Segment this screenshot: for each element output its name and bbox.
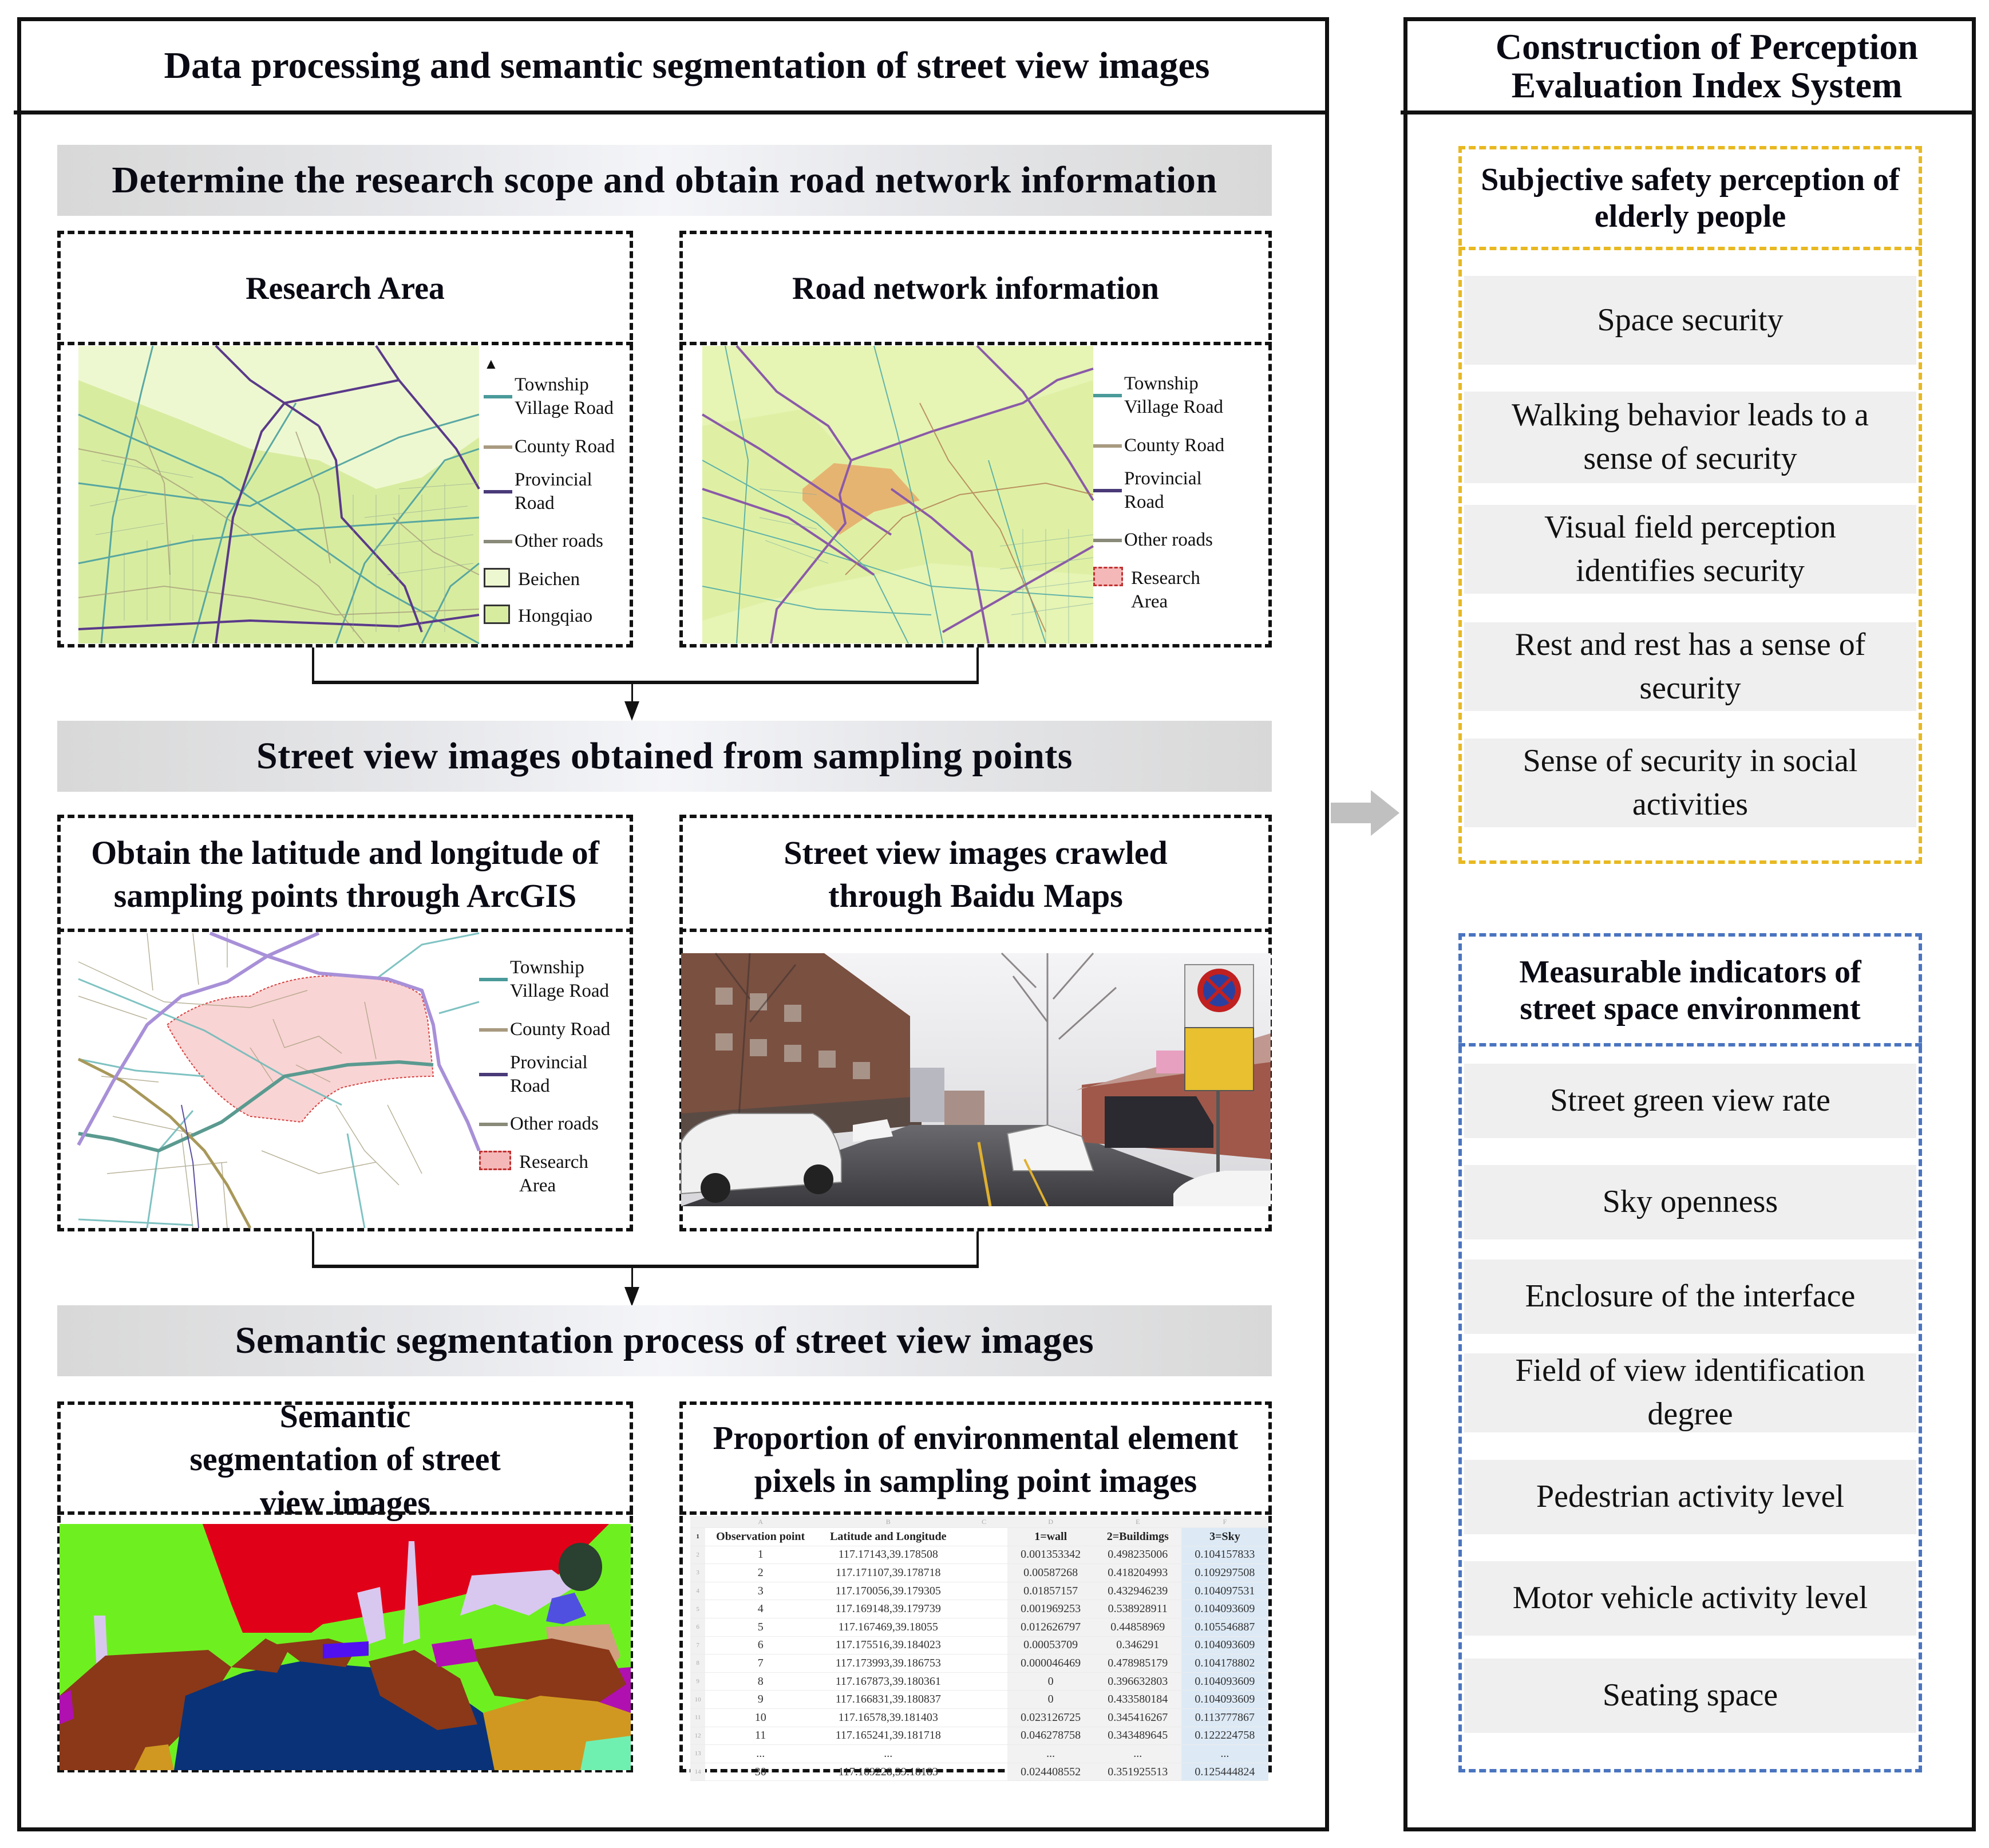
legend-line-icon (484, 395, 512, 398)
table-cell (961, 1582, 1007, 1600)
section-heading-research-scope: Determine the research scope and obtain road network information (57, 145, 1272, 216)
legend-swatch-icon (479, 1151, 511, 1170)
legend-item-township: Township Village Road (1093, 372, 1239, 420)
column-letter: E (1094, 1516, 1181, 1528)
legend-line-icon (1093, 444, 1122, 448)
table-cell: 0.396632803 (1094, 1672, 1181, 1691)
proportion-table (690, 1516, 1268, 1781)
table-cell: 4 (705, 1600, 816, 1618)
table-cell: 2 (705, 1564, 816, 1582)
proportion-title: Proportion of environmental element pixels in sampling point images (713, 1419, 1239, 1499)
table-cell: 117.166831,39.180837 (816, 1691, 961, 1709)
table-row (690, 1654, 1268, 1673)
legend-line-icon (479, 1073, 508, 1076)
table-row (690, 1745, 1268, 1763)
table-cell: 117.169148,39.179739 (816, 1600, 961, 1618)
box-divider (57, 929, 633, 932)
flow-arrow-icon (1331, 790, 1401, 836)
table-cell (961, 1600, 1007, 1618)
connector-line (312, 1265, 979, 1268)
row-number: 10 (690, 1691, 705, 1709)
column-letter: D (1007, 1516, 1094, 1528)
legend-item-provincial: Provincial Road (1093, 467, 1204, 515)
road-network-map-image (702, 346, 1093, 643)
subjective-safety-title: Subjective safety perception of elderly people (1481, 161, 1900, 234)
table-cell (961, 1654, 1007, 1673)
table-row (690, 1600, 1268, 1618)
group-divider (1458, 1043, 1922, 1047)
table-cell: 0.024408552 (1007, 1763, 1094, 1781)
table-cell: 8 (705, 1672, 816, 1691)
table-header-cell: 1=wall (1007, 1528, 1094, 1546)
table-row (690, 1582, 1268, 1600)
legend-item-provincial: Provincial Road (479, 1051, 590, 1099)
street-view-photo-image (681, 953, 1271, 1206)
table-cell: 5 (705, 1618, 816, 1636)
table-row (690, 1727, 1268, 1745)
table-cell: ... (1007, 1745, 1094, 1763)
legend-item-township: Township Village Road (484, 373, 629, 421)
box-divider (679, 929, 1272, 932)
legend-item-county: County Road (1093, 434, 1224, 457)
arrow-down-icon (624, 701, 639, 721)
table-header-cell: 2=Buildimgs (1094, 1528, 1181, 1546)
legend-line-icon (484, 445, 512, 449)
table-cell: 0.343489645 (1094, 1727, 1181, 1745)
segmentation-mask-image (60, 1524, 631, 1770)
indicator-walking-behavior: Walking behavior leads to a sense of security (1464, 392, 1916, 483)
row-number: 3 (690, 1564, 705, 1582)
table-cell: 0.351925513 (1094, 1763, 1181, 1781)
table-cell: ... (1094, 1745, 1181, 1763)
table-cell: 117.165241,39.181718 (816, 1727, 961, 1745)
research-area-map (78, 346, 479, 643)
connector-line (312, 681, 979, 684)
table-cell: 117.17143,39.178508 (816, 1546, 961, 1564)
indicator-enclosure: Enclosure of the interface (1464, 1259, 1916, 1334)
table-header-cell: Latitude and Longitude (816, 1528, 961, 1546)
table-cell (961, 1546, 1007, 1564)
table-cell (961, 1745, 1007, 1763)
road-network-legend (1093, 366, 1268, 641)
measurable-indicators-title: Measurable indicators of street space environment (1519, 954, 1861, 1026)
table-cell: 0.00053709 (1007, 1636, 1094, 1654)
indicator-visual-field: Visual field perception identifies security (1464, 505, 1916, 594)
row-number: 1 (690, 1528, 705, 1546)
table-cell: 0.113777867 (1181, 1708, 1268, 1727)
box-divider (57, 1511, 633, 1515)
table-row (690, 1546, 1268, 1564)
table-cell: 0.125444824 (1181, 1763, 1268, 1781)
table-cell: 0.023126725 (1007, 1708, 1094, 1727)
table-cell: 0.104157833 (1181, 1546, 1268, 1564)
table-cell: 0.046278758 (1007, 1727, 1094, 1745)
research-area-title: Research Area (246, 270, 445, 306)
proportion-table-wrap (690, 1516, 1268, 1778)
row-number: 11 (690, 1708, 705, 1727)
table-cell: 0.104093609 (1181, 1691, 1268, 1709)
table-cell: 0.122224758 (1181, 1727, 1268, 1745)
legend-line-icon (1093, 394, 1122, 397)
connector-line (631, 1267, 633, 1290)
table-cell: 10 (705, 1708, 816, 1727)
indicator-seating: Seating space (1464, 1659, 1916, 1733)
table-cell: 0.346291 (1094, 1636, 1181, 1654)
column-letter: B (816, 1516, 961, 1528)
legend-line-icon (479, 1123, 508, 1126)
table-cell: ... (705, 1745, 816, 1763)
row-number: 7 (690, 1636, 705, 1654)
row-number: 5 (690, 1600, 705, 1618)
legend-item-provincial: Provincial Road (484, 468, 595, 516)
legend-item-research-area: Research Area (1093, 567, 1205, 614)
right-panel-title: Construction of Perception Evaluation Index System (1495, 26, 1919, 105)
north-arrow-icon: ▲ (484, 356, 499, 372)
table-cell: 0.432946239 (1094, 1582, 1181, 1600)
connector-line (631, 683, 633, 704)
table-cell (961, 1636, 1007, 1654)
table-row (690, 1708, 1268, 1727)
table-cell: 0.433580184 (1094, 1691, 1181, 1709)
baidu-title: Street view images crawled through Baidu Maps (784, 834, 1168, 914)
table-row (690, 1618, 1268, 1636)
table-cell: 30 (705, 1763, 816, 1781)
box-divider (679, 342, 1272, 345)
table-cell: 0.109297508 (1181, 1564, 1268, 1582)
legend-item-hongqiao: Hongqiao (484, 605, 592, 628)
table-cell (961, 1618, 1007, 1636)
table-cell: 0.44858969 (1094, 1618, 1181, 1636)
road-network-title: Road network information (792, 270, 1159, 306)
table-cell: 0 (1007, 1672, 1094, 1691)
table-cell: 117.173993,39.186753 (816, 1654, 961, 1673)
table-cell: 117.169228,39.18183 (816, 1763, 961, 1781)
left-panel-header-divider (14, 110, 1329, 114)
table-cell: 0.001969253 (1007, 1600, 1094, 1618)
row-number: 8 (690, 1654, 705, 1673)
table-cell: 6 (705, 1636, 816, 1654)
table-cell: 117.16578,39.181403 (816, 1708, 961, 1727)
row-number: 6 (690, 1618, 705, 1636)
row-number: 13 (690, 1745, 705, 1763)
table-cell: 0.104093609 (1181, 1600, 1268, 1618)
table-cell: 3 (705, 1582, 816, 1600)
table-cell: ... (1181, 1745, 1268, 1763)
legend-item-county: County Road (484, 435, 615, 459)
table-row (690, 1763, 1268, 1781)
segmentation-image (60, 1524, 631, 1770)
table-header-cell: 3=Sky (1181, 1528, 1268, 1546)
indicator-field-of-view: Field of view identification degree (1464, 1353, 1916, 1432)
box-divider (679, 1511, 1272, 1515)
table-cell: 11 (705, 1727, 816, 1745)
table-header-cell: Observation point (705, 1528, 816, 1546)
section-heading-street-view: Street view images obtained from sampling points (57, 721, 1272, 792)
table-cell: 9 (705, 1691, 816, 1709)
table-cell: 0.478985179 (1094, 1654, 1181, 1673)
legend-item-other: Other roads (479, 1112, 599, 1136)
right-panel-header-divider (1401, 110, 1976, 114)
table-cell (961, 1672, 1007, 1691)
legend-swatch-icon (484, 568, 510, 587)
table-cell: 0.104093609 (1181, 1672, 1268, 1691)
table-cell: 0.345416267 (1094, 1708, 1181, 1727)
segmentation-title: Semantic segmentation of street view images (189, 1397, 501, 1521)
column-letter: F (1181, 1516, 1268, 1528)
table-row (690, 1672, 1268, 1691)
legend-item-research-area: Research Area (479, 1151, 594, 1198)
legend-line-icon (479, 1028, 508, 1032)
legend-item-township: Township Village Road (479, 956, 624, 1004)
connector-line (976, 1231, 979, 1268)
arcgis-title: Obtain the latitude and longitude of sampling points through ArcGIS (91, 834, 599, 914)
table-cell (961, 1691, 1007, 1709)
table-cell: 117.167873,39.180361 (816, 1672, 961, 1691)
table-cell: 0.105546887 (1181, 1618, 1268, 1636)
table-cell (961, 1564, 1007, 1582)
table-cell: 0 (1007, 1691, 1094, 1709)
street-view-photo (681, 953, 1271, 1206)
table-header-row (690, 1528, 1268, 1546)
table-cell: 0.001353342 (1007, 1546, 1094, 1564)
legend-line-icon (479, 978, 508, 981)
legend-line-icon (484, 490, 512, 493)
table-cell: 0.498235006 (1094, 1546, 1181, 1564)
arrow-down-icon (624, 1287, 639, 1306)
sampling-points-map-image (78, 933, 479, 1228)
arcgis-legend (479, 950, 631, 1225)
table-cell: 7 (705, 1654, 816, 1673)
table-cell (961, 1727, 1007, 1745)
table-cell: 0.418204993 (1094, 1564, 1181, 1582)
corner-cell (690, 1516, 705, 1528)
indicator-motor-vehicle: Motor vehicle activity level (1464, 1561, 1916, 1636)
table-cell: ... (816, 1745, 961, 1763)
research-area-legend (484, 355, 630, 641)
table-cell: 117.175516,39.184023 (816, 1636, 961, 1654)
indicator-green-view: Street green view rate (1464, 1064, 1916, 1138)
legend-line-icon (1093, 539, 1122, 542)
arcgis-map (78, 933, 479, 1228)
column-letter: C (961, 1516, 1007, 1528)
road-network-map-image (78, 346, 479, 643)
row-number: 14 (690, 1763, 705, 1781)
road-network-map (702, 346, 1093, 643)
table-cell (961, 1708, 1007, 1727)
table-row (690, 1636, 1268, 1654)
table-cell: 1 (705, 1546, 816, 1564)
table-cell: 0.01857157 (1007, 1582, 1094, 1600)
table-cell: 0.104097531 (1181, 1582, 1268, 1600)
table-cell: 0.012626797 (1007, 1618, 1094, 1636)
table-row (690, 1691, 1268, 1709)
box-divider (57, 342, 633, 345)
table-cell: 117.167469,39.18055 (816, 1618, 961, 1636)
row-number: 12 (690, 1727, 705, 1745)
table-row (690, 1564, 1268, 1582)
row-number: 9 (690, 1672, 705, 1691)
connector-line (976, 647, 979, 684)
legend-swatch-icon (1093, 567, 1123, 586)
legend-swatch-icon (484, 605, 510, 624)
left-panel-title: Data processing and semantic segmentation of street view images (164, 45, 1210, 87)
table-cell: 117.170056,39.179305 (816, 1582, 961, 1600)
indicator-social-activities: Sense of security in social activities (1464, 739, 1916, 827)
row-number: 4 (690, 1582, 705, 1600)
indicator-rest: Rest and rest has a sense of security (1464, 622, 1916, 711)
table-cell: 0.104093609 (1181, 1636, 1268, 1654)
indicator-sky-openness: Sky openness (1464, 1165, 1916, 1239)
legend-item-beichen: Beichen (484, 568, 580, 591)
table-cell: 0.538928911 (1094, 1600, 1181, 1618)
table-header-cell (961, 1528, 1007, 1546)
column-letter: A (705, 1516, 816, 1528)
table-cell: 0.104178802 (1181, 1654, 1268, 1673)
connector-line (312, 647, 314, 684)
table-cell: 117.171107,39.178718 (816, 1564, 961, 1582)
legend-item-other: Other roads (484, 530, 603, 553)
legend-item-county: County Road (479, 1018, 610, 1041)
table-cell: 0.00587268 (1007, 1564, 1094, 1582)
group-divider (1458, 247, 1922, 250)
column-letter-row (690, 1516, 1268, 1528)
connector-line (312, 1231, 314, 1268)
table-cell (961, 1763, 1007, 1781)
section-heading-segmentation: Semantic segmentation process of street view images (57, 1305, 1272, 1376)
row-number: 2 (690, 1546, 705, 1564)
table-cell: 0.000046469 (1007, 1654, 1094, 1673)
indicator-space-security: Space security (1464, 276, 1916, 365)
legend-line-icon (1093, 489, 1122, 492)
legend-item-other: Other roads (1093, 528, 1213, 552)
indicator-pedestrian: Pedestrian activity level (1464, 1460, 1916, 1534)
legend-line-icon (484, 540, 512, 543)
